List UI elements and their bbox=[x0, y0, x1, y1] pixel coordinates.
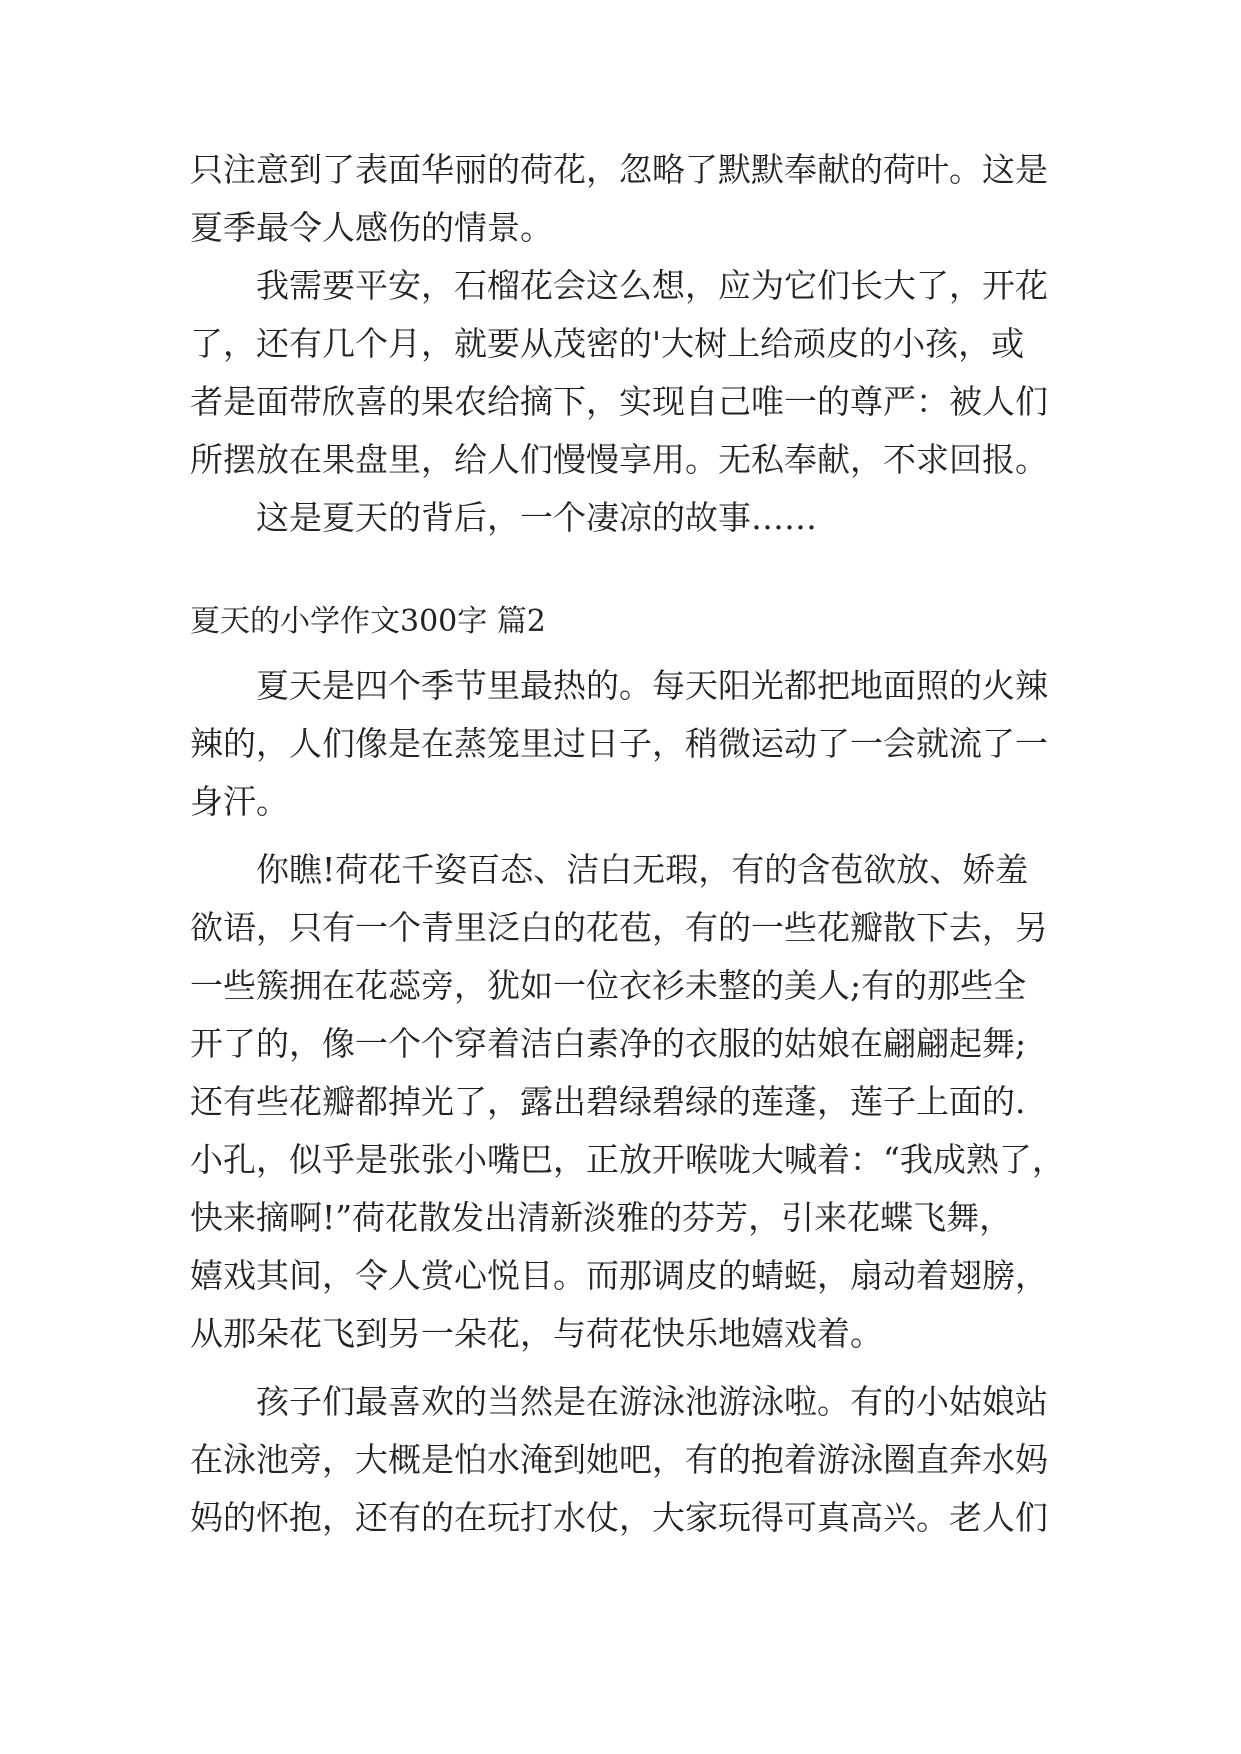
text-line: 小孔，似乎是张张小嘴巴，正放开喉咙大喊着：“我成熟了， bbox=[190, 1140, 1065, 1179]
text-line: 夏天是四个季节里最热的。每天阳光都把地面照的火辣 bbox=[190, 666, 1048, 705]
text-line: 孩子们最喜欢的当然是在游泳池游泳啦。有的小姑娘站 bbox=[190, 1382, 1048, 1421]
text-line: 这是夏天的背后，一个凄凉的故事…… bbox=[190, 498, 817, 537]
text-line: 夏季最令人感伤的情景。 bbox=[190, 208, 553, 247]
section-title: 夏天的小学作文300字 篇2 bbox=[190, 604, 546, 639]
text-line: 从那朵花飞到另一朵花，与荷花快乐地嬉戏着。 bbox=[190, 1314, 883, 1353]
text-line: 一些簇拥在花蕊旁，犹如一位衣衫未整的美人;有的那些全 bbox=[190, 966, 1027, 1005]
text-line: 嬉戏其间，令人赏心悦目。而那调皮的蜻蜓，扇动着翅膀， bbox=[190, 1256, 1048, 1295]
text-line: 欲语，只有一个青里泛白的花苞，有的一些花瓣散下去，另 bbox=[190, 908, 1048, 947]
text-line: 了，还有几个月，就要从茂密的'大树上给顽皮的小孩，或 bbox=[190, 324, 1025, 363]
text-line: 只注意到了表面华丽的荷花，忽略了默默奉献的荷叶。这是 bbox=[190, 150, 1048, 189]
text-line: 辣的，人们像是在蒸笼里过日子，稍微运动了一会就流了一 bbox=[190, 724, 1048, 763]
text-line: 在泳池旁，大概是怕水淹到她吧，有的抱着游泳圈直奔水妈 bbox=[190, 1440, 1048, 1479]
text-line: 我需要平安，石榴花会这么想，应为它们长大了，开花 bbox=[190, 266, 1048, 305]
text-line: 者是面带欣喜的果农给摘下，实现自己唯一的尊严：被人们 bbox=[190, 382, 1048, 421]
text-line: 开了的，像一个个穿着洁白素净的衣服的姑娘在翩翩起舞; bbox=[190, 1024, 1027, 1063]
text-line: 你瞧!荷花千姿百态、洁白无瑕，有的含苞欲放、娇羞 bbox=[190, 850, 1029, 889]
text-line: 所摆放在果盘里，给人们慢慢享用。无私奉献，不求回报。 bbox=[190, 440, 1048, 479]
text-line: 还有些花瓣都掉光了，露出碧绿碧绿的莲蓬，莲子上面的. bbox=[190, 1082, 1026, 1121]
text-line: 快来摘啊!”荷花散发出清新淡雅的芬芳，引来花蝶飞舞， bbox=[190, 1198, 1013, 1237]
text-line: 身汗。 bbox=[190, 782, 289, 821]
text-line: 妈的怀抱，还有的在玩打水仗，大家玩得可真高兴。老人们 bbox=[190, 1498, 1048, 1537]
